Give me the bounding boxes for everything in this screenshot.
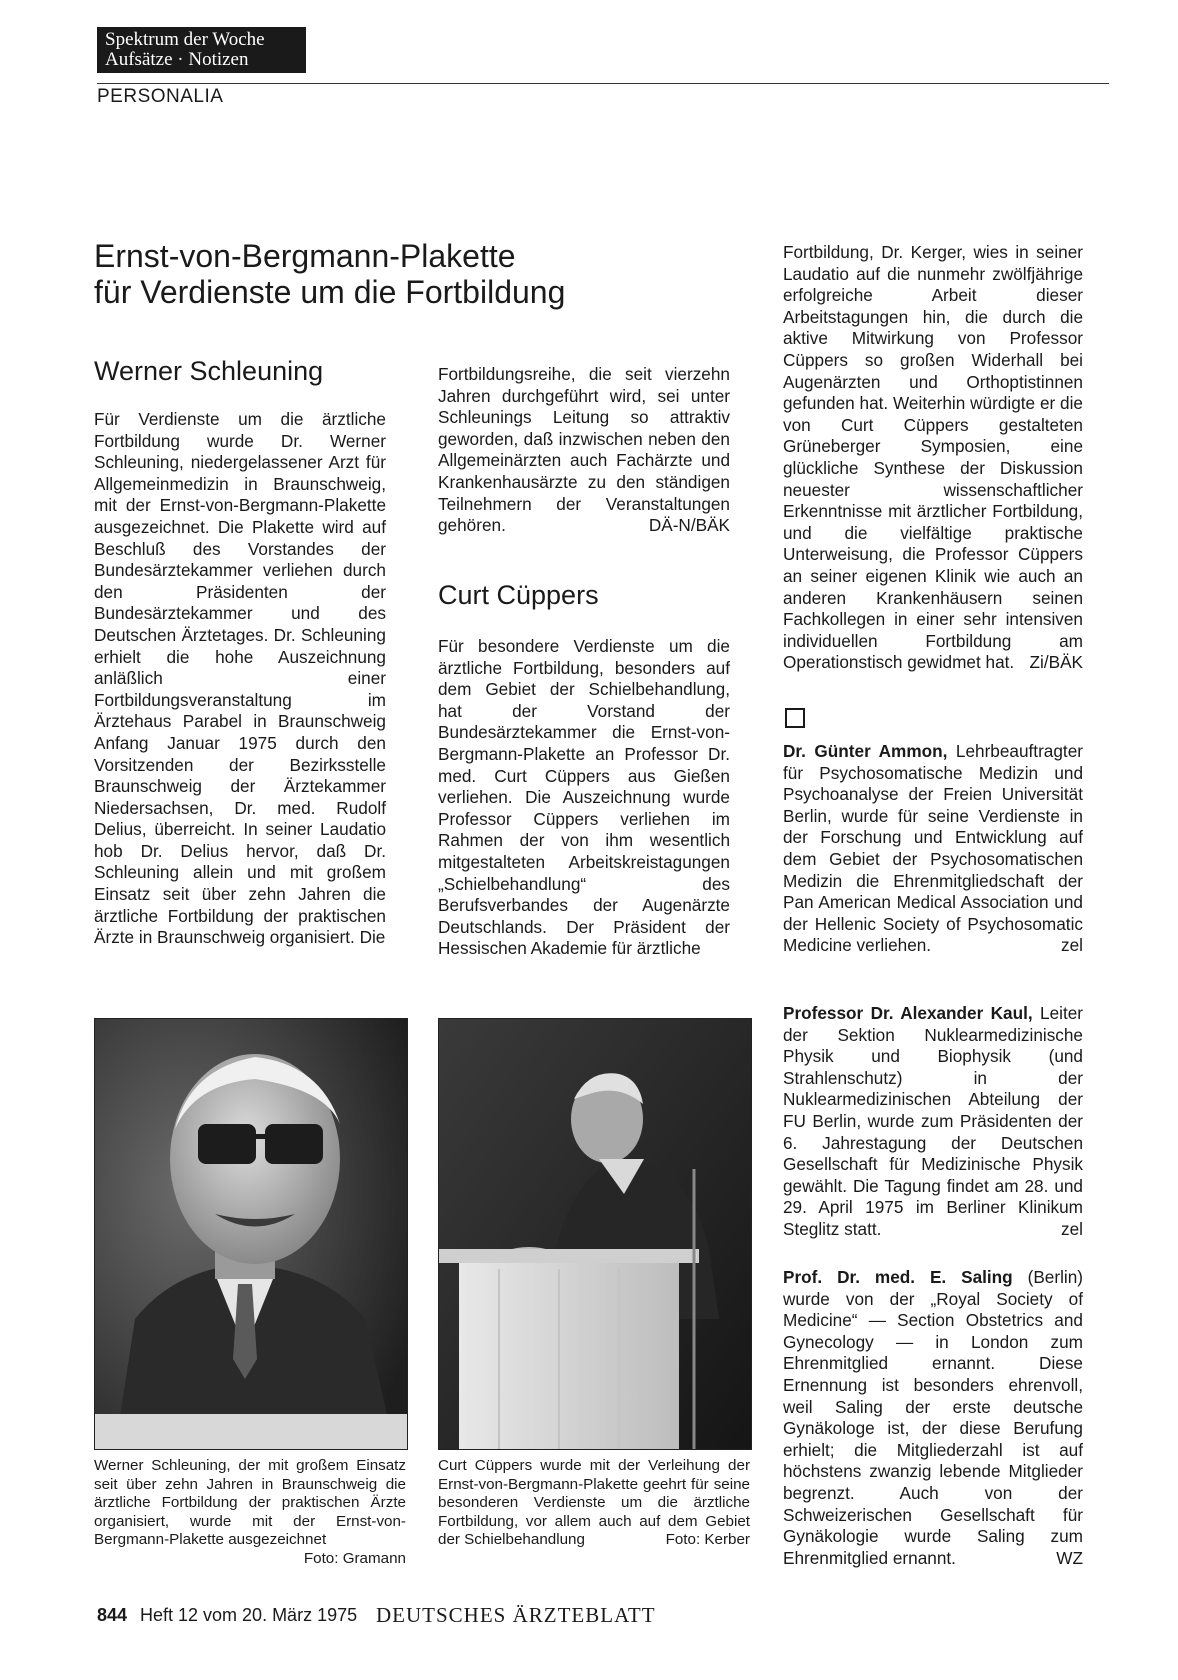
schleuning-photo-image [95,1019,407,1449]
schleuning-signature: DÄ-N/BÄK [648,515,730,536]
notice-ammon-name: Dr. Günter Ammon, [783,741,948,761]
schleuning-heading: Werner Schleuning [94,356,324,386]
notice-saling [783,1267,1083,1569]
cueppers-photo-credit: Foto: Kerber [665,1531,750,1549]
schleuning-caption [94,1457,406,1569]
schleuning-continuation-text: Fortbildungsreihe, die seit vierzehn Jahren durchgeführt wird, sei unter Schleunings Leitung so attraktiv geworden, daß inzwischen neben den Allgemeinärzten auch Fachärzte und Krankenhausärzte zu den ständigen Teilnehmern der Veranstaltungen gehören. [438,364,730,536]
headline-line-1: Ernst-von-Bergmann-Plakette [94,238,516,274]
notice-ammon [783,741,1083,957]
notice-kaul-signature: zel [1061,1218,1083,1239]
notice-saling-text: (Berlin) wurde von der „Royal Society of Medicine“ — Section Obstetrics and Gynecology — in London zum Ehrenmitglied ernannt. Diese Ernennung ist besonders ehrenvoll, weil Saling der erste deutsche Gynäkologe ist, der diese Berufung erhielt; die Mitgliederzahl ist auf höchstens zwanzig lebende Mitglieder begrenzt. Auch von der Schweizerischen Gesellschaft für Gynäkologie wurde Saling zum Ehrenmitglied ernannt. [783,1267,1083,1568]
end-of-article-square-icon [785,708,805,728]
schleuning-text: Für Verdienste um die ärztliche Fortbildung wurde Dr. Werner Schleuning, niedergelassener Arzt für Allgemeinmedizin in Braunschweig, mit der Ernst-von-Bergmann-Plakette ausgezeichnet. Die Plakette wird auf Beschluß des Vorstandes der Bundesärztekammer verliehen durch den Präsidenten der Bundesärztekammer und des Deutschen Ärztetages. Dr. Schleuning erhielt die hohe Auszeichnung anläßlich einer Fortbildungsveranstaltung im Ärztehaus Parabel in Braunschweig Anfang Januar 1975 durch den Vorsitzenden der Bezirksstelle Braunschweig der Ärztekammer Niedersachsen, Dr. med. Rudolf Delius, überreicht. In seiner Laudatio hob Dr. Delius hervor, daß Dr. Schleuning allein und mit großem Einsatz seit über zehn Jahren die ärztliche Fortbildung der praktischen Ärzte in Braunschweig organisiert. Die [94,409,386,948]
cueppers-continuation-text: Fortbildung, Dr. Kerger, wies in seiner Laudatio auf die nunmehr zwölfjährige erfolgreiche Arbeit dieser Arbeitstagungen hin, die durch die aktive Mitwirkung von Professor Cüppers so großen Widerhall bei Augenärzten und Orthoptistinnen gefunden hat. Weiterhin würdigte er die von Curt Cüppers gestalteten Grüneberger Symposien, eine glückliche Synthese der Diskussion neuester wissenschaftlicher Erkenntnisse mit ärztlicher Fortbildung, und die vielfältige praktische Unterweisung, die Professor Cüppers an seiner eigenen Klinik wie auch an anderen Krankenhäusern seinen Fachkollegen in einer sehr intensiven individuellen Fortbildung am Operationstisch gewidmet hat. [783,242,1083,673]
article-headline [94,238,694,310]
notice-kaul [783,1003,1083,1241]
cueppers-photo [438,1018,752,1450]
notice-kaul-text: Leiter der Sektion Nuklearmedizinische Physik und Biophysik (und Strahlenschutz) in der Nuklearmedizinischen Abteilung der FU Berlin, wurde zum Präsidenten der 6. Jahrestagung der Deutschen Gesellschaft für Medizinische Physik gewählt. Die Tagung findet am 28. und 29. April 1975 im Berliner Klinikum Steglitz statt. [783,1003,1083,1239]
schleuning-continuation [438,364,730,537]
schleuning-caption-text: Werner Schleuning, der mit großem Einsatz seit über zehn Jahren in Braunschweig die ärztliche Fortbildung der praktischen Ärzte organisiert, wurde mit der Ernst-von-Bergmann-Plakette ausgezeichnet [94,1457,406,1549]
cueppers-signature: Zi/BÄK [1029,652,1083,673]
header-rule [97,83,1109,84]
issue-info: Heft 12 vom 20. März 1975 [140,1605,358,1625]
department-line-2: Aufsätze · Notizen [105,49,249,70]
cueppers-continuation [783,242,1083,674]
page-number: 844 [97,1605,128,1625]
cueppers-text: Für besondere Verdienste um die ärztliche Fortbildung, besonders auf dem Gebiet der Schielbehandlung, hat der Vorstand der Bundesärztekammer die Ernst-von-Bergmann-Plakette an Professor Dr. med. Curt Cüppers aus Gießen verliehen. Die Auszeichnung wurde Professor Cüppers verliehen im Rahmen der von ihm wesentlich mitgestalteten Arbeitskreistagungen „Schielbehandlung“ des Berufsverbandes der Augenärzte Deutschlands. Der Präsident der Hessischen Akademie für ärztliche [438,636,730,959]
notice-saling-name: Prof. Dr. med. E. Saling [783,1267,1013,1287]
department-header-box [97,27,306,73]
journal-name: DEUTSCHES ÄRZTEBLATT [376,1603,656,1627]
headline-line-2: für Verdienste um die Fortbildung [94,274,566,310]
schleuning-body [94,409,386,949]
section-label: PERSONALIA [97,86,224,107]
cueppers-body [438,636,730,960]
cueppers-caption-text: Curt Cüppers wurde mit der Verleihung der Ernst-von-Bergmann-Plakette geehrt für seine besonderen Verdienste um die ärztliche Fortbildung, vor allem auch auf dem Gebiet der Schielbehandlung [438,1457,750,1549]
notice-saling-signature: WZ [1056,1547,1083,1568]
cueppers-photo-image [439,1019,751,1449]
notice-ammon-text: Lehrbeauftragter für Psychosomatische Medizin und Psychoanalyse der Freien Universität Berlin, wurde für seine Verdienste in der Forschung und Entwicklung auf dem Gebiet der Psychosomatischen Medizin die Ehrenmitgliedschaft der Pan American Medical Association und der Hellenic Society of Psychosomatic Medicine verliehen. [783,741,1083,956]
notice-kaul-name: Professor Dr. Alexander Kaul, [783,1003,1033,1023]
schleuning-photo [94,1018,408,1450]
cueppers-caption [438,1457,750,1550]
notice-ammon-signature: zel [1061,935,1083,956]
schleuning-photo-credit: Foto: Gramann [303,1549,406,1567]
department-line-1: Spektrum der Woche [105,29,265,50]
cueppers-heading: Curt Cüppers [438,580,599,610]
